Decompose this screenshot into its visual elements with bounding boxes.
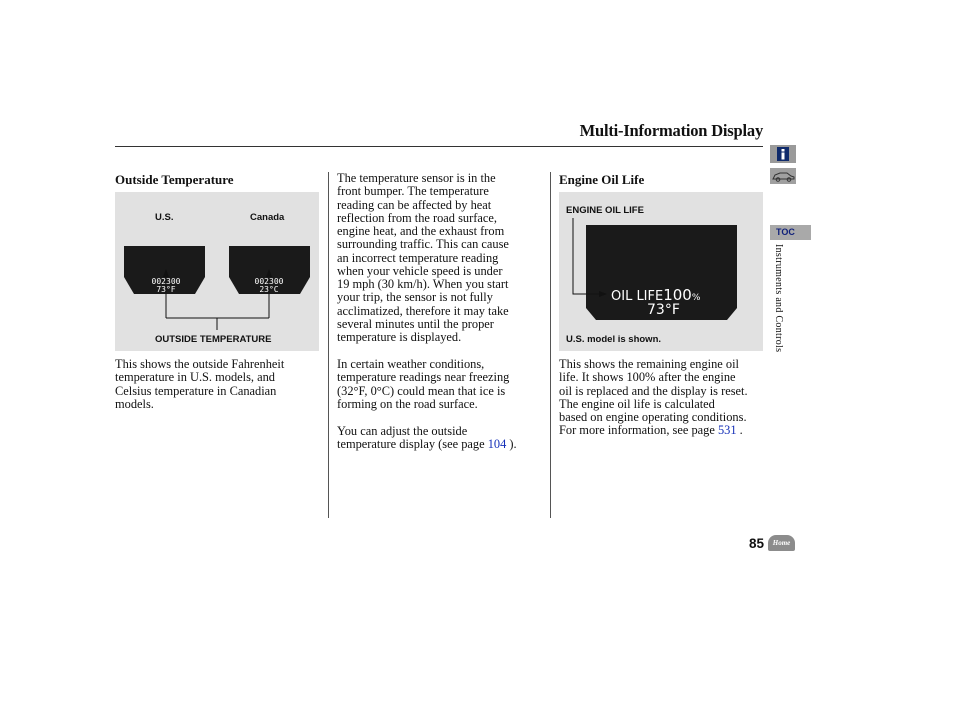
paragraph-outside-temperature <box>115 358 325 411</box>
figure-caption-engine-oil-life: U.S. model is shown. <box>566 334 662 345</box>
text-line: models. <box>115 396 154 411</box>
home-button[interactable]: Home <box>768 535 795 551</box>
canada-temperature: 23°C <box>259 285 279 294</box>
toc-button[interactable]: TOC <box>770 225 811 240</box>
text-fragment: For more information, see page <box>559 423 718 438</box>
text-line: engine heat, and the exhaust from <box>337 224 505 238</box>
page-link-104[interactable]: 104 <box>487 437 507 452</box>
info-icon[interactable] <box>770 145 796 163</box>
figure-label-us: U.S. <box>155 212 174 223</box>
text-line: based on engine operating conditions. <box>559 410 747 424</box>
us-temperature: 73°F <box>156 285 176 294</box>
text-line: forming on the road surface. <box>337 396 478 411</box>
paragraph-weather-conditions <box>337 358 547 411</box>
text-line: The temperature sensor is in the <box>337 171 496 185</box>
figure-label-engine-oil-life: ENGINE OIL LIFE <box>566 205 644 216</box>
page-number: 85 <box>748 536 764 551</box>
header-rule <box>115 146 763 147</box>
oil-life-text: OIL LIFE <box>611 289 664 304</box>
oil-life-value: 100 <box>663 286 692 304</box>
text-line: acclimatized, therefore it may take <box>337 303 509 318</box>
text-line: (32°F, 0°C) could mean that ice is <box>337 383 506 398</box>
text-line: life. It shows 100% after the engine <box>559 370 736 385</box>
car-icon[interactable] <box>770 168 796 184</box>
oil-life-temperature: 73°F <box>647 302 680 318</box>
text-line: temperature in U.S. models, and <box>115 370 276 385</box>
text-line: This shows the outside Fahrenheit <box>115 357 285 371</box>
engine-oil-life-display <box>559 192 763 351</box>
text-line: an incorrect temperature reading <box>337 250 499 265</box>
text-line: oil is replaced and the display is reset. <box>559 383 748 398</box>
text-line: Celsius temperature in Canadian <box>115 383 277 398</box>
canada-odometer: 002300 <box>254 277 284 286</box>
us-odometer: 002300 <box>151 277 181 286</box>
oil-life-unit: % <box>691 293 701 303</box>
paragraph-engine-oil-life <box>559 358 771 438</box>
text-line: 19 mph (30 km/h). When you start <box>337 277 509 291</box>
paragraph-adjust-display <box>337 425 549 452</box>
paragraph-sensor-location <box>337 172 547 344</box>
text-fragment: . <box>736 423 743 438</box>
text-fragment: temperature display (see page <box>337 437 488 452</box>
text-line: surrounding traffic. This can cause <box>337 237 509 252</box>
text-line: In certain weather conditions, <box>337 357 485 371</box>
text-line: when your vehicle speed is under <box>337 263 503 278</box>
section-heading-engine-oil-life: Engine Oil Life <box>559 172 645 187</box>
text-fragment: ). <box>506 437 517 452</box>
outside-temperature-displays <box>115 192 319 351</box>
page-link-531[interactable]: 531 <box>717 423 737 438</box>
section-heading-outside-temperature: Outside Temperature <box>115 172 234 187</box>
column-divider <box>550 172 551 518</box>
column-divider <box>328 172 329 518</box>
page-title: Multi-Information Display <box>579 121 763 140</box>
text-line: This shows the remaining engine oil <box>559 357 739 371</box>
outside-temperature-figure <box>115 192 319 351</box>
text-line: You can adjust the outside <box>337 424 468 438</box>
engine-oil-life-figure <box>559 192 763 351</box>
text-line <box>337 438 549 451</box>
car-icon-glyph <box>770 168 796 184</box>
text-line: The engine oil life is calculated <box>559 396 715 411</box>
text-line: several minutes until the proper <box>337 316 494 331</box>
text-line <box>559 424 771 437</box>
text-line: temperature is displayed. <box>337 330 462 344</box>
info-icon-glyph <box>770 145 796 163</box>
text-line: temperature readings near freezing <box>337 370 510 385</box>
section-tab-instruments-and-controls: Instruments and Controls <box>773 244 784 353</box>
text-line: reading can be affected by heat <box>337 197 492 212</box>
text-line: front bumper. The temperature <box>337 184 489 199</box>
text-line: your trip, the sensor is not fully <box>337 290 493 305</box>
figure-label-canada: Canada <box>250 212 285 223</box>
text-line: reflection from the road surface, <box>337 210 497 225</box>
figure-caption-outside-temperature: OUTSIDE TEMPERATURE <box>155 334 272 345</box>
